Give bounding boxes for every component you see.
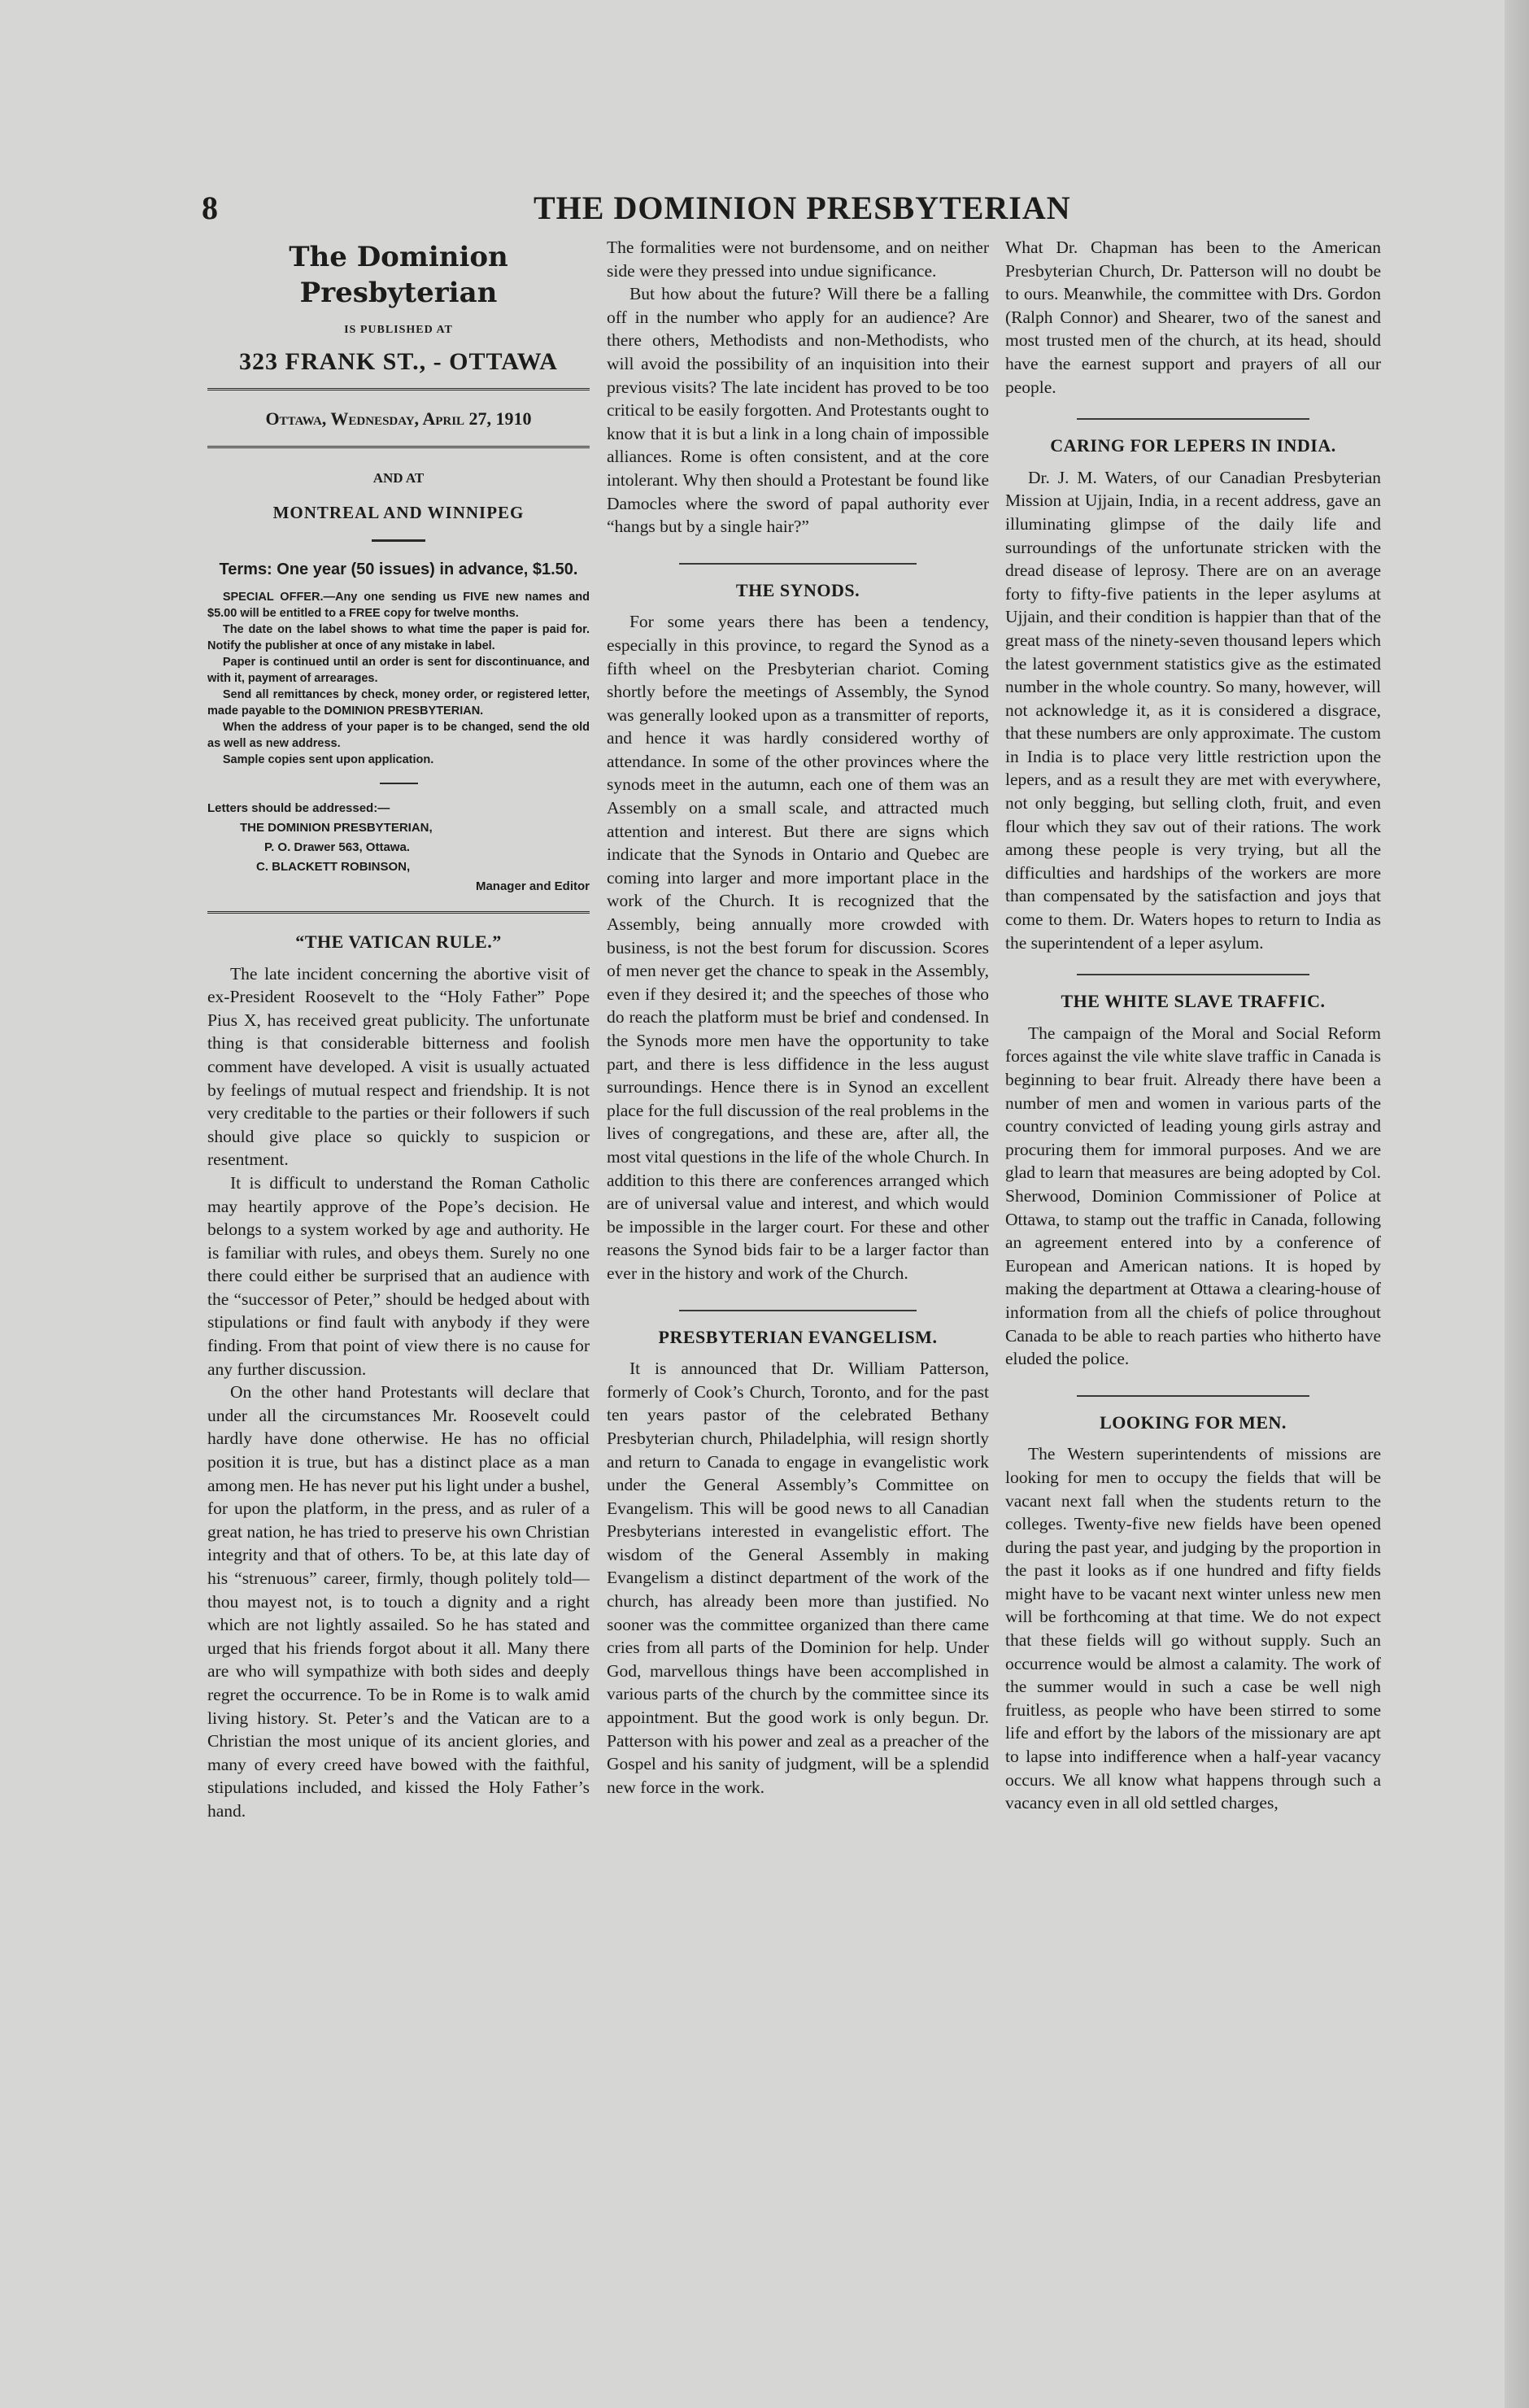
article-paragraph: The Western superintendents of missions are looking for men to occupy the fields that will be vacant next fall when the students return to the colleges. Twenty-five new fields have been opened during the past year, and judging by the proportion in the past it looks as if one hundred and fifty fields might have to be vacant next winter unless new men will be forthcoming at that time. We do not expect that these fields will go without supply. Such an occurrence would be almost a calamity. The work of the summer would in such a case be well nigh fruitless, as people who have been stirred to some life and effort by the labors of the missionary are apt to lapse into indifference when a half-year vacancy occurs. We all know what happens through such a vacancy even in all old settled charges,	[1005, 1444, 1381, 1813]
and-at-label: AND AT	[372, 469, 425, 486]
article-paragraph: It is announced that Dr. William Patterson, formerly of Cook’s Church, Toronto, and for the past ten years pastor of the celebrated Bethany Presbyterian church, Philadelphia, will resign shortly and return to Canada to engage in evangelistic work under the General Assembly’s Committee on Evangelism. This will be good news to all Canadian Presbyterians interested in evangelistic effort. The wisdom of the General Assembly in making Evangelism a distinct department of the work of the church, has already been more than justified. No sooner was the committee organized than there came cries from all parts of the Dominion for help. Under God, marvellous things have been accomplished in various parts of the church by the committee since its appointment. But the good work is only begun. Dr. Patterson with his power and zeal as a preacher of the Gospel and his sanity of judgment, will be a splendid new force in the work.	[607, 1359, 989, 1797]
notice-label-date: The date on the label shows to what time the paper is paid for. Notify the publisher at once of any mistake in label.	[207, 622, 590, 652]
notice-address-change: When the address of your paper is to be changed, send the old as well as new address.	[207, 720, 590, 750]
column-3	[1005, 236, 1381, 2319]
divider-rule	[207, 388, 590, 393]
divider-rule	[372, 539, 425, 542]
published-at-label: IS PUBLISHED AT	[344, 324, 453, 336]
article-paragraph: For some years there has been a tendency, especially in this province, to regard the Synod as a fifth wheel on the Presbyterian chariot. Coming shortly before the meetings of Assembly, the Synod was generally looked upon as a transmitter of reports, and hence it was hardly considered worthy of attendance. In some of the other provinces where the synods meet in the autumn, each one of them was an Assembly on a small scale, and attracted much attention and interest. But there are signs which indicate that the Synods in Ontario and Quebec are coming into larger and more important place in the work of the Church. It is recognized that the Assembly, being annually more crowded with business, is not the best forum for discussion. Scores of men never get the chance to speak in the Assembly, even if they desired it; and the speeches of those who do reach the platform must be brief and condensed. In the Synods more men have the opportunity to take part, and there is less diffidence in the less august surroundings. Hence there is in Synod an excellent place for the full discussion of the real problems in the lives of congregations, and these are, after all, the most vital questions in the life of the whole Church. In addition to this there are conferences arranged which are of universal value and interest, and which would be impossible in the larger court. For these and other reasons the Synod bids fair to be a larger factor than ever in the history and work of the Church.	[607, 612, 989, 1283]
article-paragraph: On the other hand Protestants will declare that under all the circumstances Mr. Roosevelt could hardly have done otherwise. He has no official position it is true, but has a distinct place as a man among men. He has never put his light under a bushel, for upon the platform, in the press, and as ruler of a great nation, he has tried to preserve his own Christian integrity and that of others. To be, at this late day of his “strenuous” career, firmly, though politely told—thou mayest not, is to touch a dignity and a right which are not lightly assailed. So he has stated and urged that his friends forgot about it all. Many there are who will sympathize with both sides and deeply regret the occurrence. To be in Rome is to walk amid living history. St. Peter’s and the Vatican are to a Christian the most unique of its ancient glories, and many of every creed have bowed with the faithful, stipulations included, and kissed the Holy Father’s hand.	[207, 1382, 590, 1821]
article-title-lepers: CARING FOR LEPERS IN INDIA.	[1050, 435, 1336, 456]
article-title-white-slave: THE WHITE SLAVE TRAFFIC.	[1061, 991, 1326, 1012]
notice-sample-copies: Sample copies sent upon application.	[222, 752, 434, 766]
divider-rule	[380, 783, 418, 784]
letters-address-block	[207, 799, 590, 896]
article-paragraph: The formalities were not burdensome, and on neither side were they pressed into undue significance.	[607, 238, 989, 281]
article-title-evangelism: PRESBYTERIAN EVANGELISM.	[658, 1326, 938, 1347]
manager-name: C. BLACKETT ROBINSON,	[256, 859, 411, 874]
page-number: 8	[202, 190, 218, 226]
page-edge-shadow	[1505, 0, 1529, 2408]
publication-title: The Dominion Presbyterian	[289, 241, 508, 309]
article-paragraph: Dr. J. M. Waters, of our Canadian Presbyterian Mission at Ujjain, India, in a recent address, gave an illuminating glimpse of the daily life and surroundings of the unfortunate stricken with the dread disease of leprosy. There are on an average forty to fifty-five patients in the leper asylums at Ujjain, and their condition is happier than that of the great mass of the ninety-seven thousand lepers which the latest government statistics give as the estimated number in the whole country. So many, however, will not acknowledge it, as it is considered a disgrace, that these numbers are only approximate. The custom in India is to place very little restriction upon the lepers, and as a result they are met with everywhere, not only begging, but selling cloth, fruit, and even flour which they sav out of their rations. The work among these people is very trying, but all the difficulties and hardships of the workers are more than compensated by the satisfaction and joys that come to them. Dr. Waters hopes to return to India as the superintendent of a leper asylum.	[1005, 467, 1381, 953]
column-1	[207, 236, 590, 2319]
divider-rule	[679, 563, 916, 565]
divider-rule	[1077, 1395, 1309, 1397]
divider-rule	[679, 1310, 916, 1311]
notice-remittances: Send all remittances by check, money order, or registered letter, made payable to the DOMINION PRESBYTERIAN.	[207, 687, 590, 718]
divider-rule	[1077, 418, 1309, 420]
letters-name: THE DOMINION PRESBYTERIAN,	[240, 820, 433, 835]
article-paragraph: What Dr. Chapman has been to the American Presbyterian Church, Dr. Patterson will no doubt be to ours. Meanwhile, the committee with Drs. Gordon (Ralph Connor) and Shearer, two of the sanest and most trusted men of the church, at its head, should have the earnest support and prayers of all our people.	[1005, 238, 1381, 397]
branch-cities: MONTREAL AND WINNIPEG	[272, 503, 525, 523]
publisher-address: 323 FRANK ST., - OTTAWA	[239, 347, 558, 375]
divider-rule	[1077, 974, 1309, 975]
divider-rule	[207, 446, 590, 451]
divider-rule	[207, 911, 590, 916]
manager-title: Manager and Editor	[475, 879, 590, 893]
article-title-looking-for-men: LOOKING FOR MEN.	[1100, 1411, 1287, 1433]
notice-special-offer: SPECIAL OFFER.—Any one sending us FIVE new names and $5.00 will be entitled to a FREE copy for twelve months.	[207, 590, 590, 620]
letters-box: P. O. Drawer 563, Ottawa.	[264, 840, 410, 854]
article-title-vatican-rule: “THE VATICAN RULE.”	[295, 931, 502, 952]
article-paragraph: The campaign of the Moral and Social Reform forces against the vile white slave traffic in Canada is beginning to bear fruit. Already there have been a number of men and women in various parts of the country convicted of leading young girls astray and procuring them for immoral purposes. And we are glad to learn that measures are being adopted by Col. Sherwood, Dominion Commissioner of Police at Ottawa, to stamp out the traffic in Canada, following an agreement entered into by a conference of European and American nations. It is hoped by making the department at Ottawa a clearing-house of information from all the chiefs of police throughout Canada to be able to reach parties who hitherto have eluded the police.	[1005, 1023, 1381, 1369]
article-paragraph: The late incident concerning the abortive visit of ex-President Roosevelt to the “Holy Father” Pope Pius X, has received great publicity. The unfortunate thing is that considerable bitterness and foolish comment have developed. A visit is usually actuated by feelings of mutual respect and friendship. It is not very creditable to the parties or their followers if such should give place so quickly to suspicion or resentment.	[207, 963, 590, 1170]
article-title-synods: THE SYNODS.	[735, 579, 860, 600]
page-header	[202, 189, 1071, 238]
masthead: THE DOMINION PRESBYTERIAN	[534, 190, 1071, 226]
subscription-terms: Terms: One year (50 issues) in advance, $1.50.	[219, 560, 578, 578]
dateline: Ottawa, Wednesday, April 27, 1910	[265, 408, 532, 430]
article-paragraph: But how about the future? Will there be a falling off in the number who apply for an audience? Are there others, Methodists and non-Methodists, who will avoid the possibility of an inquisition into their previous visits? The late incident has proved to be too critical to be easily forgotten. And Protestants ought to know that it is but a link in a long chain of impossible alliances. Rome is often consistent, and at the core intolerant. Why then should a Protestant be found like Damocles where the sword of papal authority ever “hangs but by a single hair?”	[607, 284, 989, 537]
letters-label: Letters should be addressed:—	[207, 800, 390, 815]
article-paragraph: It is difficult to understand the Roman Catholic may heartily approve of the Pope’s decision. He belongs to a system worked by age and authority. He is familiar with rules, and obeys them. Surely no one there could either be surprised that an audience with the “successor of Peter,” should be hedged about with stipulations or find fault with anybody if they were finding. From that point of view there is no cause for any further discussion.	[207, 1172, 590, 1379]
column-2	[607, 236, 989, 2319]
notice-continuation: Paper is continued until an order is sent for discontinuance, and with it, payment of arrearages.	[207, 655, 590, 685]
